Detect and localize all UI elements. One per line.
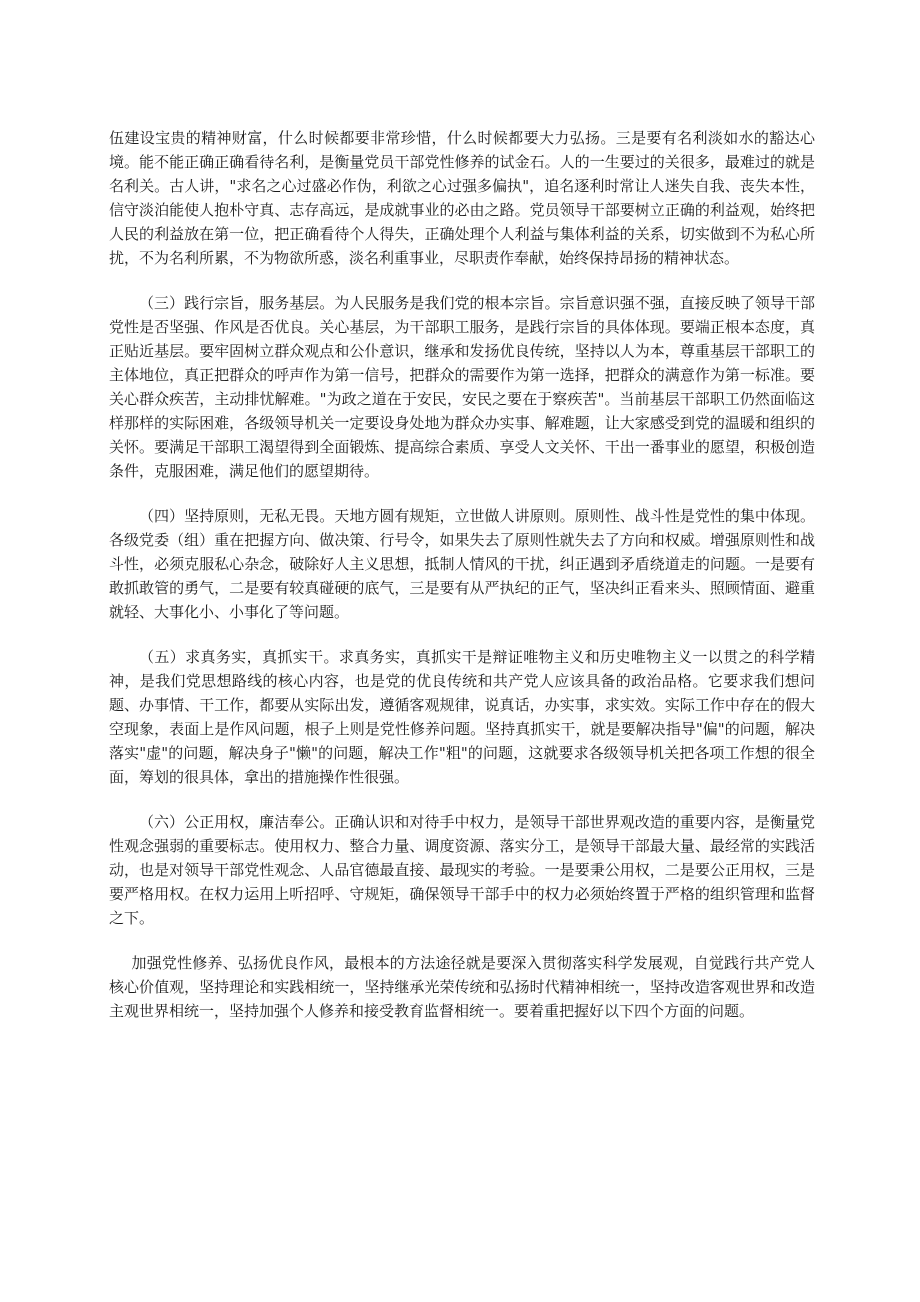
paragraph-section-3: （三）践行宗旨，服务基层。为人民服务是我们党的根本宗旨。宗旨意识强不强，直接反映了领导干部党性是否坚强、作风是否优良。关心基层，为干部职工服务，是践行宗旨的具体体现。要端正根本态度，真正贴近基层。要牢固树立群众观点和公仆意识，继承和发扬优良传统，坚持以人为本，尊重基层干部职工的主体地位，真正把群众的呼声作为第一信号，把群众的需要作为第一选择，把群众的满意作为第一标准。要关心群众疾苦，主动排忧解难。"为政之道在于安民，安民之要在于察疾苦"。当前基层干部职工仍然面临这样那样的实际困难，各级领导机关一定要设身处地为群众办实事、解难题，让大家感受到党的温暖和组织的关怀。要满足干部职工渴望得到全面锻炼、提高综合素质、享受人文关怀、干出一番事业的愿望，积极创造条件，克服困难，满足他们的愿望期待。	[109, 294, 815, 480]
paragraph-section-5: （五）求真务实，真抓实干。求真务实，真抓实干是辩证唯物主义和历史唯物主义一以贯之的科学精神，是我们党思想路线的核心内容，也是党的优良传统和共产党人应该具备的政治品格。它要求我们想问题、办事情、干工作，都要从实际出发，遵循客观规律，说真话，办实事，求实效。实际工作中存在的假大空现象，表面上是作风问题，根子上则是党性修养问题。坚持真抓实干，就是要解决指导"偏"的问题，解决落实"虚"的问题，解决身子"懒"的问题，解决工作"粗"的问题，这就要求各级领导机关把各项工作想的很全面，筹划的很具体，拿出的措施操作性很强。	[109, 648, 815, 786]
paragraph-section-4: （四）坚持原则，无私无畏。天地方圆有规矩，立世做人讲原则。原则性、战斗性是党性的集中体现。各级党委（组）重在把握方向、做决策、行号令，如果失去了原则性就失去了方向和权威。增强原则性和战斗性，必须克服私心杂念，破除好人主义思想，抵制人情风的干扰，纠正遇到矛盾绕道走的问题。一是要有敢抓敢管的勇气，二是要有较真碰硬的底气，三是要有从严执纪的正气，坚决纠正看来头、照顾情面、避重就轻、大事化小、小事化了等问题。	[109, 507, 815, 621]
paragraph-section-6: （六）公正用权，廉洁奉公。正确认识和对待手中权力，是领导干部世界观改造的重要内容，是衡量党性观念强弱的重要标志。使用权力、整合力量、调度资源、落实分工，是领导干部最大量、最经常的实践活动，也是对领导干部党性观念、人品官德最直接、最现实的考验。一是要秉公用权，二是要公正用权，三是要严格用权。在权力运用上听招呼、守规矩，确保领导干部手中的权力必须始终置于严格的组织管理和监督之下。	[109, 813, 815, 927]
paragraph-continuation: 伍建设宝贵的精神财富，什么时候都要非常珍惜，什么时候都要大力弘扬。三是要有名利淡如水的豁达心境。能不能正确正确看待名利，是衡量党员干部党性修养的试金石。人的一生要过的关很多，最难过的就是名利关。古人讲，"求名之心过盛必作伪，利欲之心过强多偏执"，追名逐利时常让人迷失自我、丧失本性，信守淡泊能使人抱朴守真、志存高远，是成就事业的必由之路。党员领导干部要树立正确的利益观，始终把人民的利益放在第一位，把正确看待个人得失，正确处理个人利益与集体利益的关系，切实做到不为私心所扰，不为名利所累，不为物欲所惑，淡名利重事业，尽职责作奉献，始终保持昂扬的精神状态。	[109, 129, 815, 267]
paragraph-summary: 加强党性修养、弘扬优良作风，最根本的方法途径就是要深入贯彻落实科学发展观，自觉践行共产党人核心价值观，坚持理论和实践相统一，坚持继承光荣传统和弘扬时代精神相统一，坚持改造客观世界和改造主观世界相统一，坚持加强个人修养和接受教育监督相统一。要着重把握好以下四个方面的问题。	[109, 954, 815, 1020]
document-page	[109, 126, 815, 1044]
